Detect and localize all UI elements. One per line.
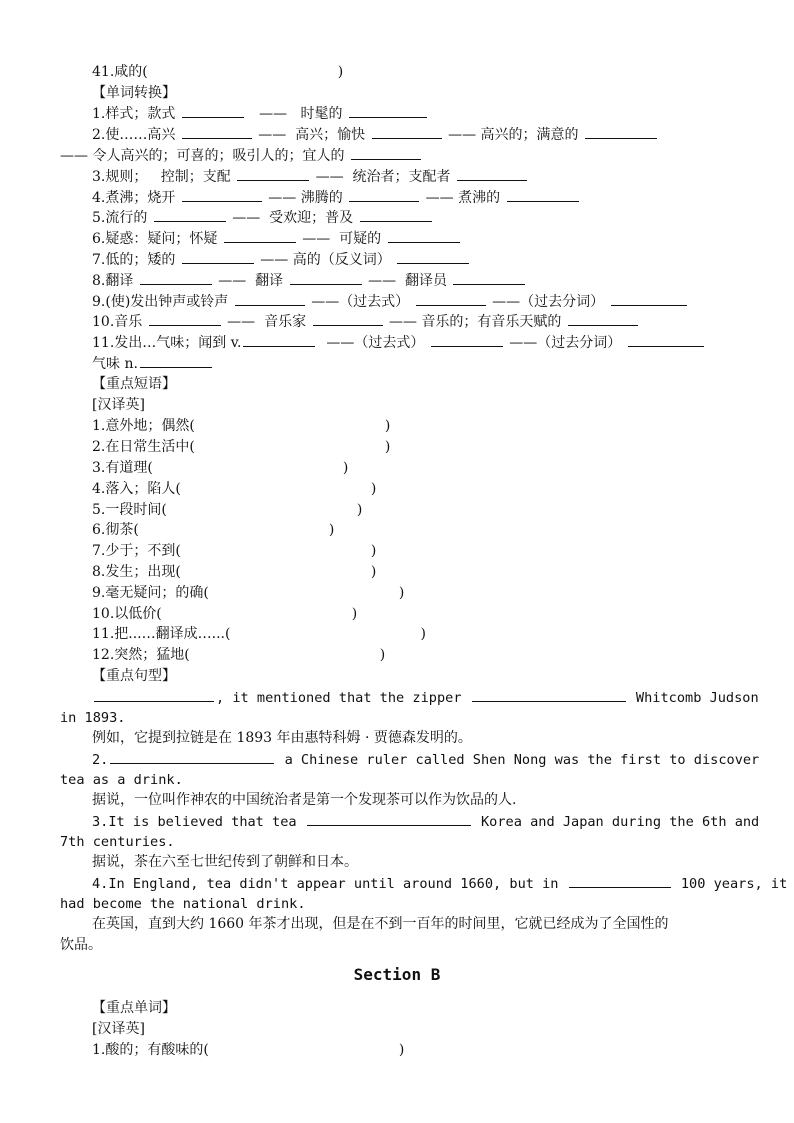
vocab-convert-header: 【单词转换】: [92, 85, 176, 101]
answer-blank[interactable]: [313, 312, 383, 326]
phrase-item-9: 9.毫无疑问；的确( ): [92, 585, 405, 601]
cn-to-en-label-b: [汉译英]: [92, 1021, 145, 1037]
answer-blank[interactable]: [507, 188, 579, 202]
convert-row-2: 2.使……高兴 —— 高兴；愉快 —— 高兴的；满意的: [92, 125, 659, 145]
sentence-2-cn: 据说，一位叫作神农的中国统治者是第一个发现茶可以作为饮品的人.: [92, 792, 517, 808]
answer-blank[interactable]: [154, 208, 226, 222]
sentence-3-cn: 据说，茶在六至七世纪传到了朝鲜和日本。: [92, 854, 358, 870]
answer-blank[interactable]: [611, 292, 687, 306]
sentence-header: 【重点句型】: [92, 668, 176, 684]
key-words-header: 【重点单词】: [92, 1000, 176, 1016]
answer-blank[interactable]: [360, 208, 432, 222]
answer-blank[interactable]: [457, 167, 527, 181]
answer-blank[interactable]: [453, 271, 525, 285]
sentence-4-cn-cont: 饮品。: [60, 937, 102, 953]
sentence-1: , it mentioned that the zipper Whitcomb Judson: [92, 688, 759, 708]
phrase-item-1: 1.意外地；偶然( ): [92, 418, 391, 434]
sentence-4: 4.In England, tea didn't appear until around 1660, but in 100 years, it: [92, 876, 788, 892]
convert-row-1: 1.样式；款式 —— 时髦的: [92, 104, 429, 124]
convert-row-11-cont: 气味 n.: [92, 354, 214, 374]
answer-blank[interactable]: [349, 104, 427, 118]
answer-blank[interactable]: [224, 229, 296, 243]
answer-blank[interactable]: [290, 271, 362, 285]
answer-blank[interactable]: [397, 250, 469, 264]
phrase-item-6: 6.彻茶( ): [92, 522, 335, 538]
convert-row-10: 10.音乐 —— 音乐家 —— 音乐的；有音乐天赋的: [92, 312, 640, 332]
item-41: 41.咸的( ): [92, 64, 344, 80]
answer-blank[interactable]: [94, 688, 214, 702]
sentence-3: 3.It is believed that tea Korea and Japan during the 6th and: [92, 814, 760, 830]
answer-blank[interactable]: [416, 292, 486, 306]
answer-blank[interactable]: [140, 271, 212, 285]
answer-blank[interactable]: [182, 250, 254, 264]
answer-blank[interactable]: [237, 167, 309, 181]
sentence-2-cont: tea as a drink.: [60, 772, 183, 788]
convert-row-3: 3.规则； 控制；支配 —— 统治者；支配者: [92, 167, 529, 187]
phrase-item-2: 2.在日常生活中( ): [92, 439, 391, 455]
answer-blank[interactable]: [307, 812, 471, 826]
answer-blank[interactable]: [472, 688, 626, 702]
answer-blank[interactable]: [149, 312, 221, 326]
answer-blank[interactable]: [182, 188, 262, 202]
phrase-item-10: 10.以低价( ): [92, 606, 358, 622]
phrase-item-3: 3.有道理( ): [92, 460, 349, 476]
answer-blank[interactable]: [431, 333, 503, 347]
answer-blank[interactable]: [585, 125, 657, 139]
answer-blank[interactable]: [568, 312, 638, 326]
convert-row-4: 4.煮沸；烧开 —— 沸腾的 —— 煮沸的: [92, 188, 581, 208]
convert-row-5: 5.流行的 —— 受欢迎；普及: [92, 208, 434, 228]
section-title: Section B: [353, 965, 441, 984]
answer-blank[interactable]: [140, 354, 212, 368]
answer-blank[interactable]: [372, 125, 442, 139]
phrase-item-11: 11.把...…翻译成…...( ): [92, 626, 426, 642]
convert-row-9: 9.(使)发出钟声或铃声 ——（过去式） ——（过去分词）: [92, 292, 689, 312]
answer-blank[interactable]: [182, 125, 252, 139]
cn-to-en-label: [汉译英]: [92, 397, 145, 413]
answer-blank[interactable]: [349, 188, 419, 202]
answer-blank[interactable]: [235, 292, 305, 306]
answer-blank[interactable]: [388, 229, 460, 243]
sentence-4-cn: 在英国，直到大约 1660 年茶才出现，但是在不到一百年的时间里，它就已经成为了全国性的: [92, 916, 669, 932]
phrase-header: 【重点短语】: [92, 376, 176, 392]
section-b-item-1: 1.酸的；有酸味的( ): [92, 1042, 405, 1058]
sentence-3-cont: 7th centuries.: [60, 834, 175, 850]
sentence-2: 2. a Chinese ruler called Shen Nong was the first to discover: [92, 752, 760, 768]
sentence-1-cn: 例如，它提到拉链是在 1893 年由惠特科姆 · 贾德森发明的。: [92, 730, 472, 746]
sentence-1-cont: in 1893.: [60, 710, 126, 726]
phrase-item-5: 5.一段时间( ): [92, 502, 363, 518]
convert-row-6: 6.疑惑：疑问；怀疑 —— 可疑的: [92, 229, 462, 249]
answer-blank[interactable]: [628, 333, 704, 347]
convert-row-2-cont: —— 令人高兴的；可喜的；吸引人的；宜人的: [60, 146, 423, 166]
phrase-item-7: 7.少于；不到( ): [92, 543, 377, 559]
convert-row-7: 7.低的；矮的 —— 高的（反义词）: [92, 250, 471, 270]
phrase-item-8: 8.发生；出现( ): [92, 564, 377, 580]
sentence-4-cont: had become the national drink.: [60, 896, 306, 912]
answer-blank[interactable]: [351, 146, 421, 160]
phrase-item-12: 12.突然；猛地( ): [92, 647, 386, 663]
convert-row-11: 11.发出…气味；闻到 v. ——（过去式） ——（过去分词）: [92, 333, 706, 353]
phrase-item-4: 4.落入；陷人( ): [92, 481, 377, 497]
answer-blank[interactable]: [110, 750, 274, 764]
convert-row-8: 8.翻译 —— 翻译 —— 翻译员: [92, 271, 527, 291]
answer-blank[interactable]: [569, 874, 671, 888]
answer-blank[interactable]: [243, 333, 315, 347]
answer-blank[interactable]: [182, 104, 244, 118]
